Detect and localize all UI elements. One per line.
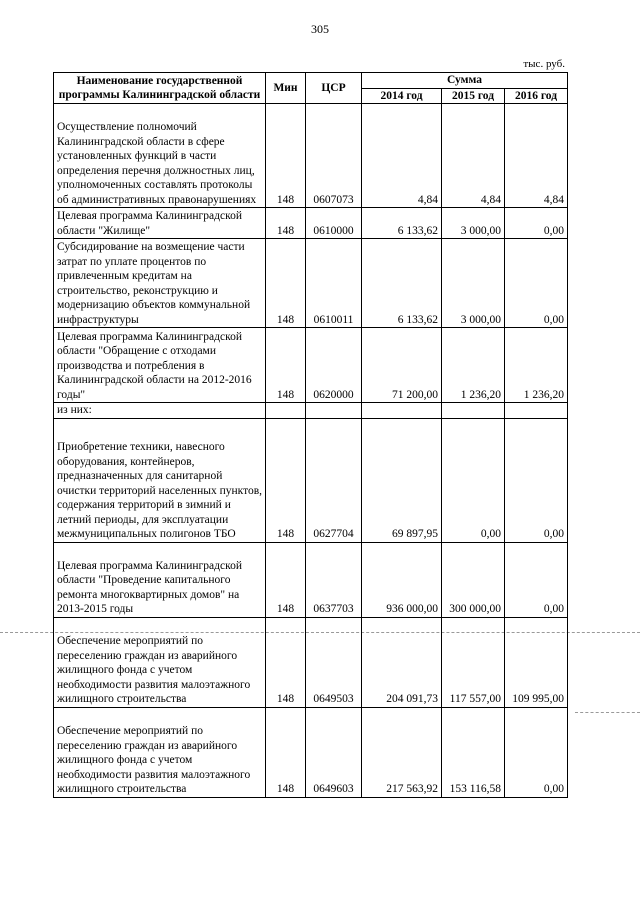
header-csr: ЦСР: [306, 73, 362, 104]
row-csr: 0649603: [306, 707, 362, 797]
row-2016: 0,00: [505, 707, 568, 797]
row-name: Обеспечение мероприятий по переселению граждан из аварийного жилищного фонда с учетом необходимости развития малоэтажного жилищного строительства: [54, 617, 266, 707]
row-2016: 0,00: [505, 418, 568, 542]
row-2014: 217 563,92: [362, 707, 442, 797]
row-min: 148: [266, 617, 306, 707]
row-min: 148: [266, 328, 306, 403]
row-min: 148: [266, 418, 306, 542]
row-name: Целевая программа Калининградской области "Жилище": [54, 208, 266, 239]
table-row: [54, 542, 568, 617]
row-2014: 6 133,62: [362, 208, 442, 239]
table-row: [54, 418, 568, 542]
scan-artifact-line: [575, 712, 640, 713]
row-2016: 0,00: [505, 542, 568, 617]
row-2015: 153 116,58: [442, 707, 505, 797]
row-min: 148: [266, 104, 306, 208]
header-2016: 2016 год: [505, 88, 568, 104]
row-min: 148: [266, 542, 306, 617]
row-name: Целевая программа Калининградской области "Проведение капитального ремонта многоквартирных домов" на 2013-2015 годы: [54, 542, 266, 617]
row-name: Целевая программа Калининградской области "Обращение с отходами производства и потребления в Калининградской области на 2012-2016 годы": [54, 328, 266, 403]
row-2015: 3 000,00: [442, 208, 505, 239]
row-2014: 6 133,62: [362, 239, 442, 328]
header-2014: 2014 год: [362, 88, 442, 104]
page-number: 305: [311, 22, 329, 36]
row-2015: 0,00: [442, 418, 505, 542]
table-row: [54, 707, 568, 797]
row-csr: 0620000: [306, 328, 362, 403]
table-row: [54, 617, 568, 707]
row-csr: 0649503: [306, 617, 362, 707]
header-2015: 2015 год: [442, 88, 505, 104]
row-2016: 109 995,00: [505, 617, 568, 707]
row-2014: 936 000,00: [362, 542, 442, 617]
row-csr: 0637703: [306, 542, 362, 617]
table-row: [54, 328, 568, 403]
row-csr: 0610000: [306, 208, 362, 239]
row-2015: 1 236,20: [442, 328, 505, 403]
row-2014: [362, 403, 442, 419]
row-csr: 0607073: [306, 104, 362, 208]
budget-table: [53, 72, 568, 798]
header-min: Мин: [266, 73, 306, 104]
header-sum: Сумма: [362, 73, 568, 89]
row-2015: 117 557,00: [442, 617, 505, 707]
row-2015: [442, 403, 505, 419]
row-min: [266, 403, 306, 419]
row-name: Приобретение техники, навесного оборудования, контейнеров, предназначенных для санитарной очистки территорий населенных пунктов, содержания территорий в зимний и летний периоды, для эксплуатации межмуниципальных полигонов ТБО: [54, 418, 266, 542]
row-2016: 4,84: [505, 104, 568, 208]
units-label: тыс. руб.: [523, 58, 565, 70]
table-row: [54, 403, 568, 419]
table-row: [54, 208, 568, 239]
row-csr: 0627704: [306, 418, 362, 542]
row-2016: 1 236,20: [505, 328, 568, 403]
row-csr: [306, 403, 362, 419]
row-2015: 300 000,00: [442, 542, 505, 617]
row-name: Обеспечение мероприятий по переселению граждан из аварийного жилищного фонда с учетом необходимости развития малоэтажного жилищного строительства: [54, 707, 266, 797]
row-2015: 3 000,00: [442, 239, 505, 328]
table-row: [54, 104, 568, 208]
row-2016: 0,00: [505, 239, 568, 328]
row-csr: 0610011: [306, 239, 362, 328]
row-2014: 4,84: [362, 104, 442, 208]
row-2014: 69 897,95: [362, 418, 442, 542]
row-min: 148: [266, 239, 306, 328]
row-2014: 204 091,73: [362, 617, 442, 707]
row-name: из них:: [54, 403, 266, 419]
row-name: Осуществление полномочий Калининградской области в сфере установленных функций в части определения перечня должностных лиц, уполномоченных составлять протоколы об административных правонарушениях: [54, 104, 266, 208]
row-2014: 71 200,00: [362, 328, 442, 403]
table-row: [54, 239, 568, 328]
row-2015: 4,84: [442, 104, 505, 208]
row-min: 148: [266, 208, 306, 239]
row-min: 148: [266, 707, 306, 797]
header-name: Наименование государственной программы Калининградской области: [54, 73, 266, 104]
row-2016: 0,00: [505, 208, 568, 239]
row-name: Субсидирование на возмещение части затрат по уплате процентов по привлеченным кредитам на строительство, реконструкцию и модернизацию объектов коммунальной инфраструктуры: [54, 239, 266, 328]
row-2016: [505, 403, 568, 419]
